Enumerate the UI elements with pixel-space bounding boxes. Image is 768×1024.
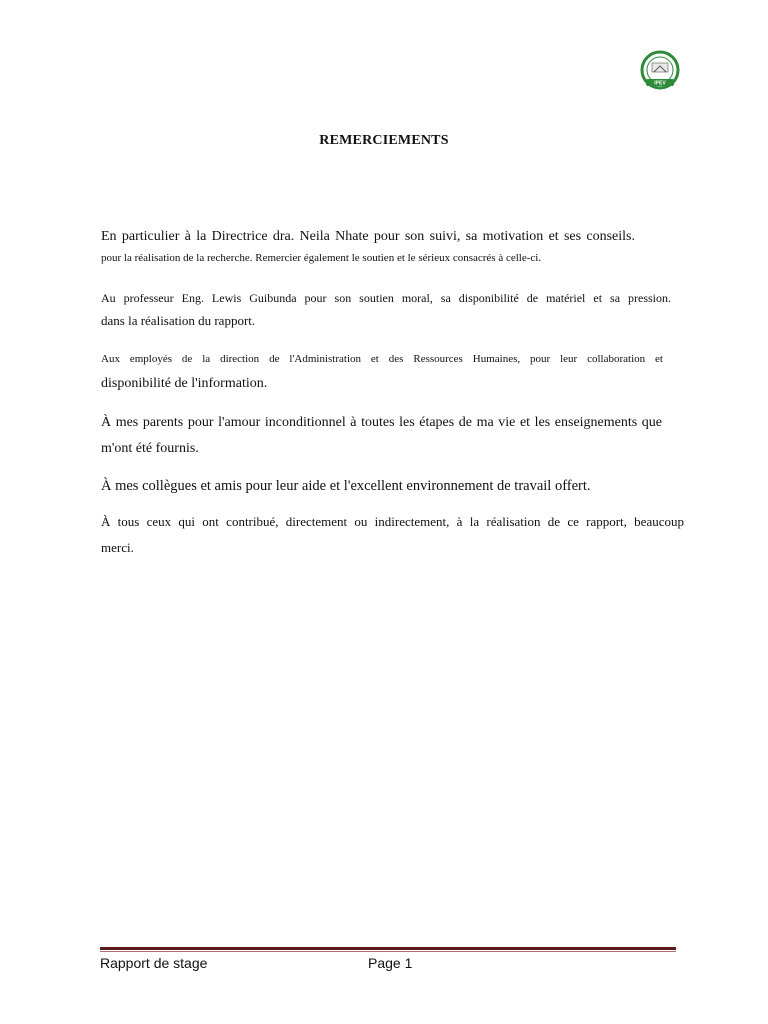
paragraph-line: disponibilité de l'information. [101, 376, 268, 391]
paragraph-line: À tous ceux qui ont contribué, directement ou indirectement, à la réalisation de ce rapport, beaucoup [101, 514, 684, 529]
paragraph-line: À mes collègues et amis pour leur aide et l'excellent environnement de travail offert. [101, 478, 591, 494]
seal-text: IPEV [654, 80, 666, 87]
footer-divider-thick [100, 947, 676, 950]
paragraph-line: pour la réalisation de la recherche. Remercier également le soutien et le sérieux consacrés à celle-ci. [101, 252, 542, 264]
paragraph-line: À mes parents pour l'amour inconditionnel à toutes les étapes de ma vie et les enseignements que [101, 415, 662, 430]
paragraph-line: merci. [101, 540, 134, 555]
institution-seal-logo [640, 50, 680, 90]
footer-page-number: Page 1 [368, 955, 413, 971]
paragraph-line: Aux employés de la direction de l'Administration et des Ressources Humaines, pour leur collaboration et [101, 353, 663, 365]
acknowledgement-paragraph [101, 290, 685, 330]
acknowledgement-paragraph [101, 351, 685, 393]
paragraph-line: En particulier à la Directrice dra. Neila Nhate pour son suivi, sa motivation et ses conseils. [101, 229, 635, 244]
paragraph-line: dans la réalisation du rapport. [101, 313, 256, 328]
acknowledgement-paragraph [101, 228, 685, 266]
footer-divider-thin [100, 951, 676, 952]
acknowledgement-paragraph [101, 414, 685, 458]
footer-report-label: Rapport de stage [100, 955, 208, 971]
page-title: REMERCIEMENTS [319, 133, 449, 148]
paragraph-line: m'ont été fournis. [101, 441, 199, 456]
paragraph-line: Au professeur Eng. Lewis Guibunda pour son soutien moral, sa disponibilité de matériel et sa pression. [101, 291, 671, 305]
acknowledgement-paragraph [101, 513, 685, 557]
acknowledgement-paragraph [101, 477, 685, 495]
